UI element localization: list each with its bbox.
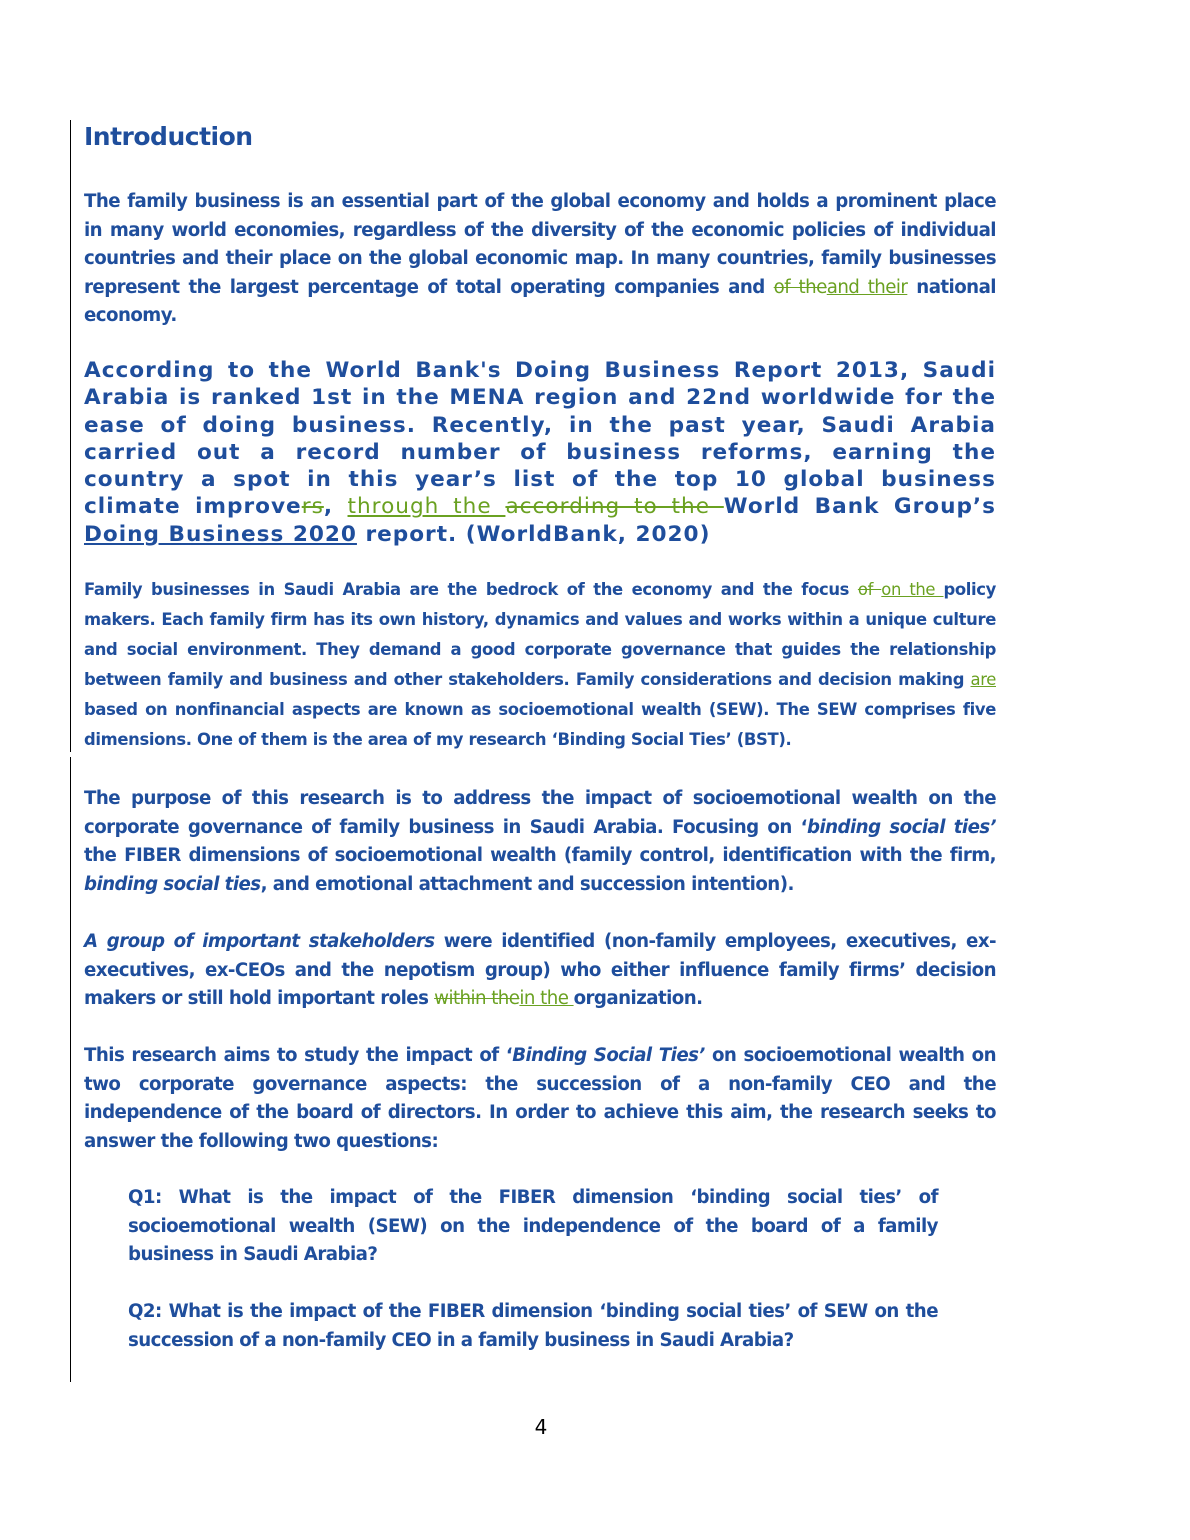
- paragraph-6: This research aims to study the impact of ‘Binding Social Ties’ on socioemotional wealth on two corporate governance aspects: the succession of a non-family CEO and the independence of the board of directors. In order to achieve this aim, the research seeks to answer the following two questions:: [84, 1045, 996, 1152]
- paragraph-3: Family businesses in Saudi Arabia are the bedrock of the economy and the focus of on the policy makers. Each family firm has its own history, dynamics and values and works within a unique culture and social environment. They demand a good corporate governance that guides the relationship between family and business and other stakeholders. Family considerations and decision making are based on nonfinancial aspects are known as socioemotional wealth (SEW). The SEW comprises five dimensions. One of them is the area of my research ‘Binding Social Ties’ (BST).: [84, 580, 996, 749]
- paragraph-4: The purpose of this research is to address the impact of socioemotional wealth on the corporate governance of family business in Saudi Arabia. Focusing on ‘binding social ties’ the FIBER dimensions of socioemotional wealth (family control, identification with the firm, binding social ties, and emotional attachment and succession intention).: [84, 788, 996, 895]
- inserted-text: and their: [826, 276, 908, 298]
- inserted-text: through the: [347, 494, 506, 520]
- deleted-text: of the: [773, 276, 827, 298]
- change-bar: [70, 120, 71, 752]
- section-heading: Introduction: [84, 122, 253, 151]
- change-bar: [70, 757, 71, 1382]
- deleted-text: according to the: [505, 494, 724, 520]
- paragraph-1: The family business is an essential part of the global economy and holds a prominent place in many world economies, regardless of the diversity of the economic policies of individual countries and their place on the global economic map. In many countries, family businesses represent the largest percentage of total operating companies and of theand their national economy.: [84, 191, 996, 327]
- report-link[interactable]: Doing Business 2020: [84, 521, 357, 547]
- paragraph-2: According to the World Bank's Doing Business Report 2013, Saudi Arabia is ranked 1st in the MENA region and 22nd worldwide for the ease of doing business. Recently, in the past year, Saudi Arabia carried out a record number of business reforms, earning the country a spot in this year’s list of the top 10 global business climate improvers, through the according to the World Bank Group’s Doing Business 2020 report. (WorldBank, 2020): [84, 358, 996, 547]
- research-question-1: Q1: What is the impact of the FIBER dimension ‘binding social ties’ of socioemotional wealth (SEW) on the independence of the board of a family business in Saudi Arabia?: [128, 1187, 938, 1266]
- inserted-text: in the: [519, 988, 574, 1010]
- inserted-text: on the: [881, 580, 944, 599]
- deleted-text: rs: [301, 494, 324, 520]
- deleted-text: within the: [434, 988, 520, 1010]
- page-number: 4: [534, 1415, 548, 1439]
- research-question-2: Q2: What is the impact of the FIBER dimension ‘binding social ties’ of SEW on the succession of a non-family CEO in a family business in Saudi Arabia?: [128, 1301, 938, 1351]
- inserted-text: are: [970, 670, 996, 689]
- paragraph-5: A group of important stakeholders were identified (non-family employees, executives, ex-executives, ex-CEOs and the nepotism group) who either influence family firms’ decision makers or still hold important roles within thein the organization.: [84, 931, 996, 1010]
- deleted-text: of: [857, 580, 882, 599]
